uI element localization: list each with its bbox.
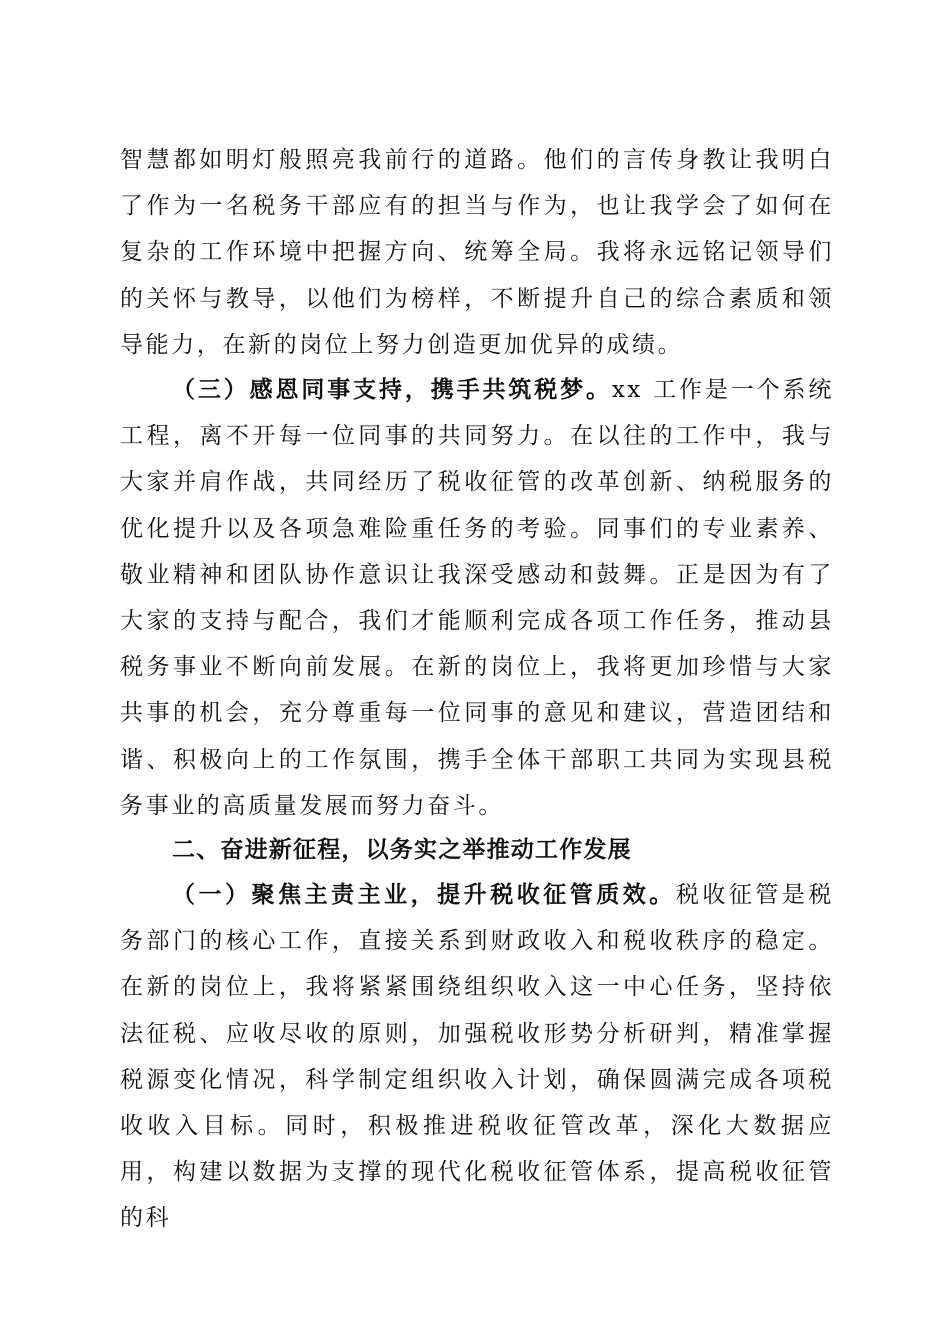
section-two-one-body: 税收征管是税务部门的核心工作，直接关系到财政收入和税收秩序的稳定。在新的岗位上，我将紧紧围绕组织收入这一中心任务，坚持依法征税、应收尽收的原则，加强税收形势分析研判，精准掌握税源变化情况，科学制定组织收入计划，确保圆满完成各项税收收入目标。同时，积极推进税收征管改革，深化大数据应用，构建以数据为支撑的现代化税收征管体系，提高税收征管的科 (120, 882, 834, 1232)
paragraph-section-two-one (120, 872, 834, 1242)
paragraph-section-three (120, 367, 834, 829)
heading-two: 二、奋进新征程，以务实之举推动工作发展 (172, 837, 632, 863)
section-two-one-lead: （一）聚焦主责主业，提升税收征管质效。 (172, 882, 676, 908)
section-three-body: xx 工作是一个系统工程，离不开每一位同事的共同努力。在以往的工作中，我与大家并肩作战，共同经历了税收征管的改革创新、纳税服务的优化提升以及各项急难险重任务的考验。同事们的专业素养、敬业精神和团队协作意识让我深受感动和鼓舞。正是因为有了大家的支持与配合，我们才能顺利完成各项工作任务，推动县税务事业不断向前发展。在新的岗位上，我将更加珍惜与大家共事的机会，充分尊重每一位同事的意见和建议，营造团结和谐、积极向上的工作氛围，携手全体干部职工共同为实现县税务事业的高质量发展而努力奋斗。 (120, 377, 834, 819)
section-three-lead: （三）感恩同事支持，携手共筑税梦。 (172, 377, 612, 403)
paragraph-intro-continuation: 智慧都如明灯般照亮我前行的道路。他们的言传身教让我明白了作为一名税务干部应有的担当与作为，也让我学会了如何在复杂的工作环境中把握方向、统筹全局。我将永远铭记领导们的关怀与教导，以他们为榜样，不断提升自己的综合素质和领导能力，在新的岗位上努力创造更加优异的成绩。 (120, 147, 834, 358)
